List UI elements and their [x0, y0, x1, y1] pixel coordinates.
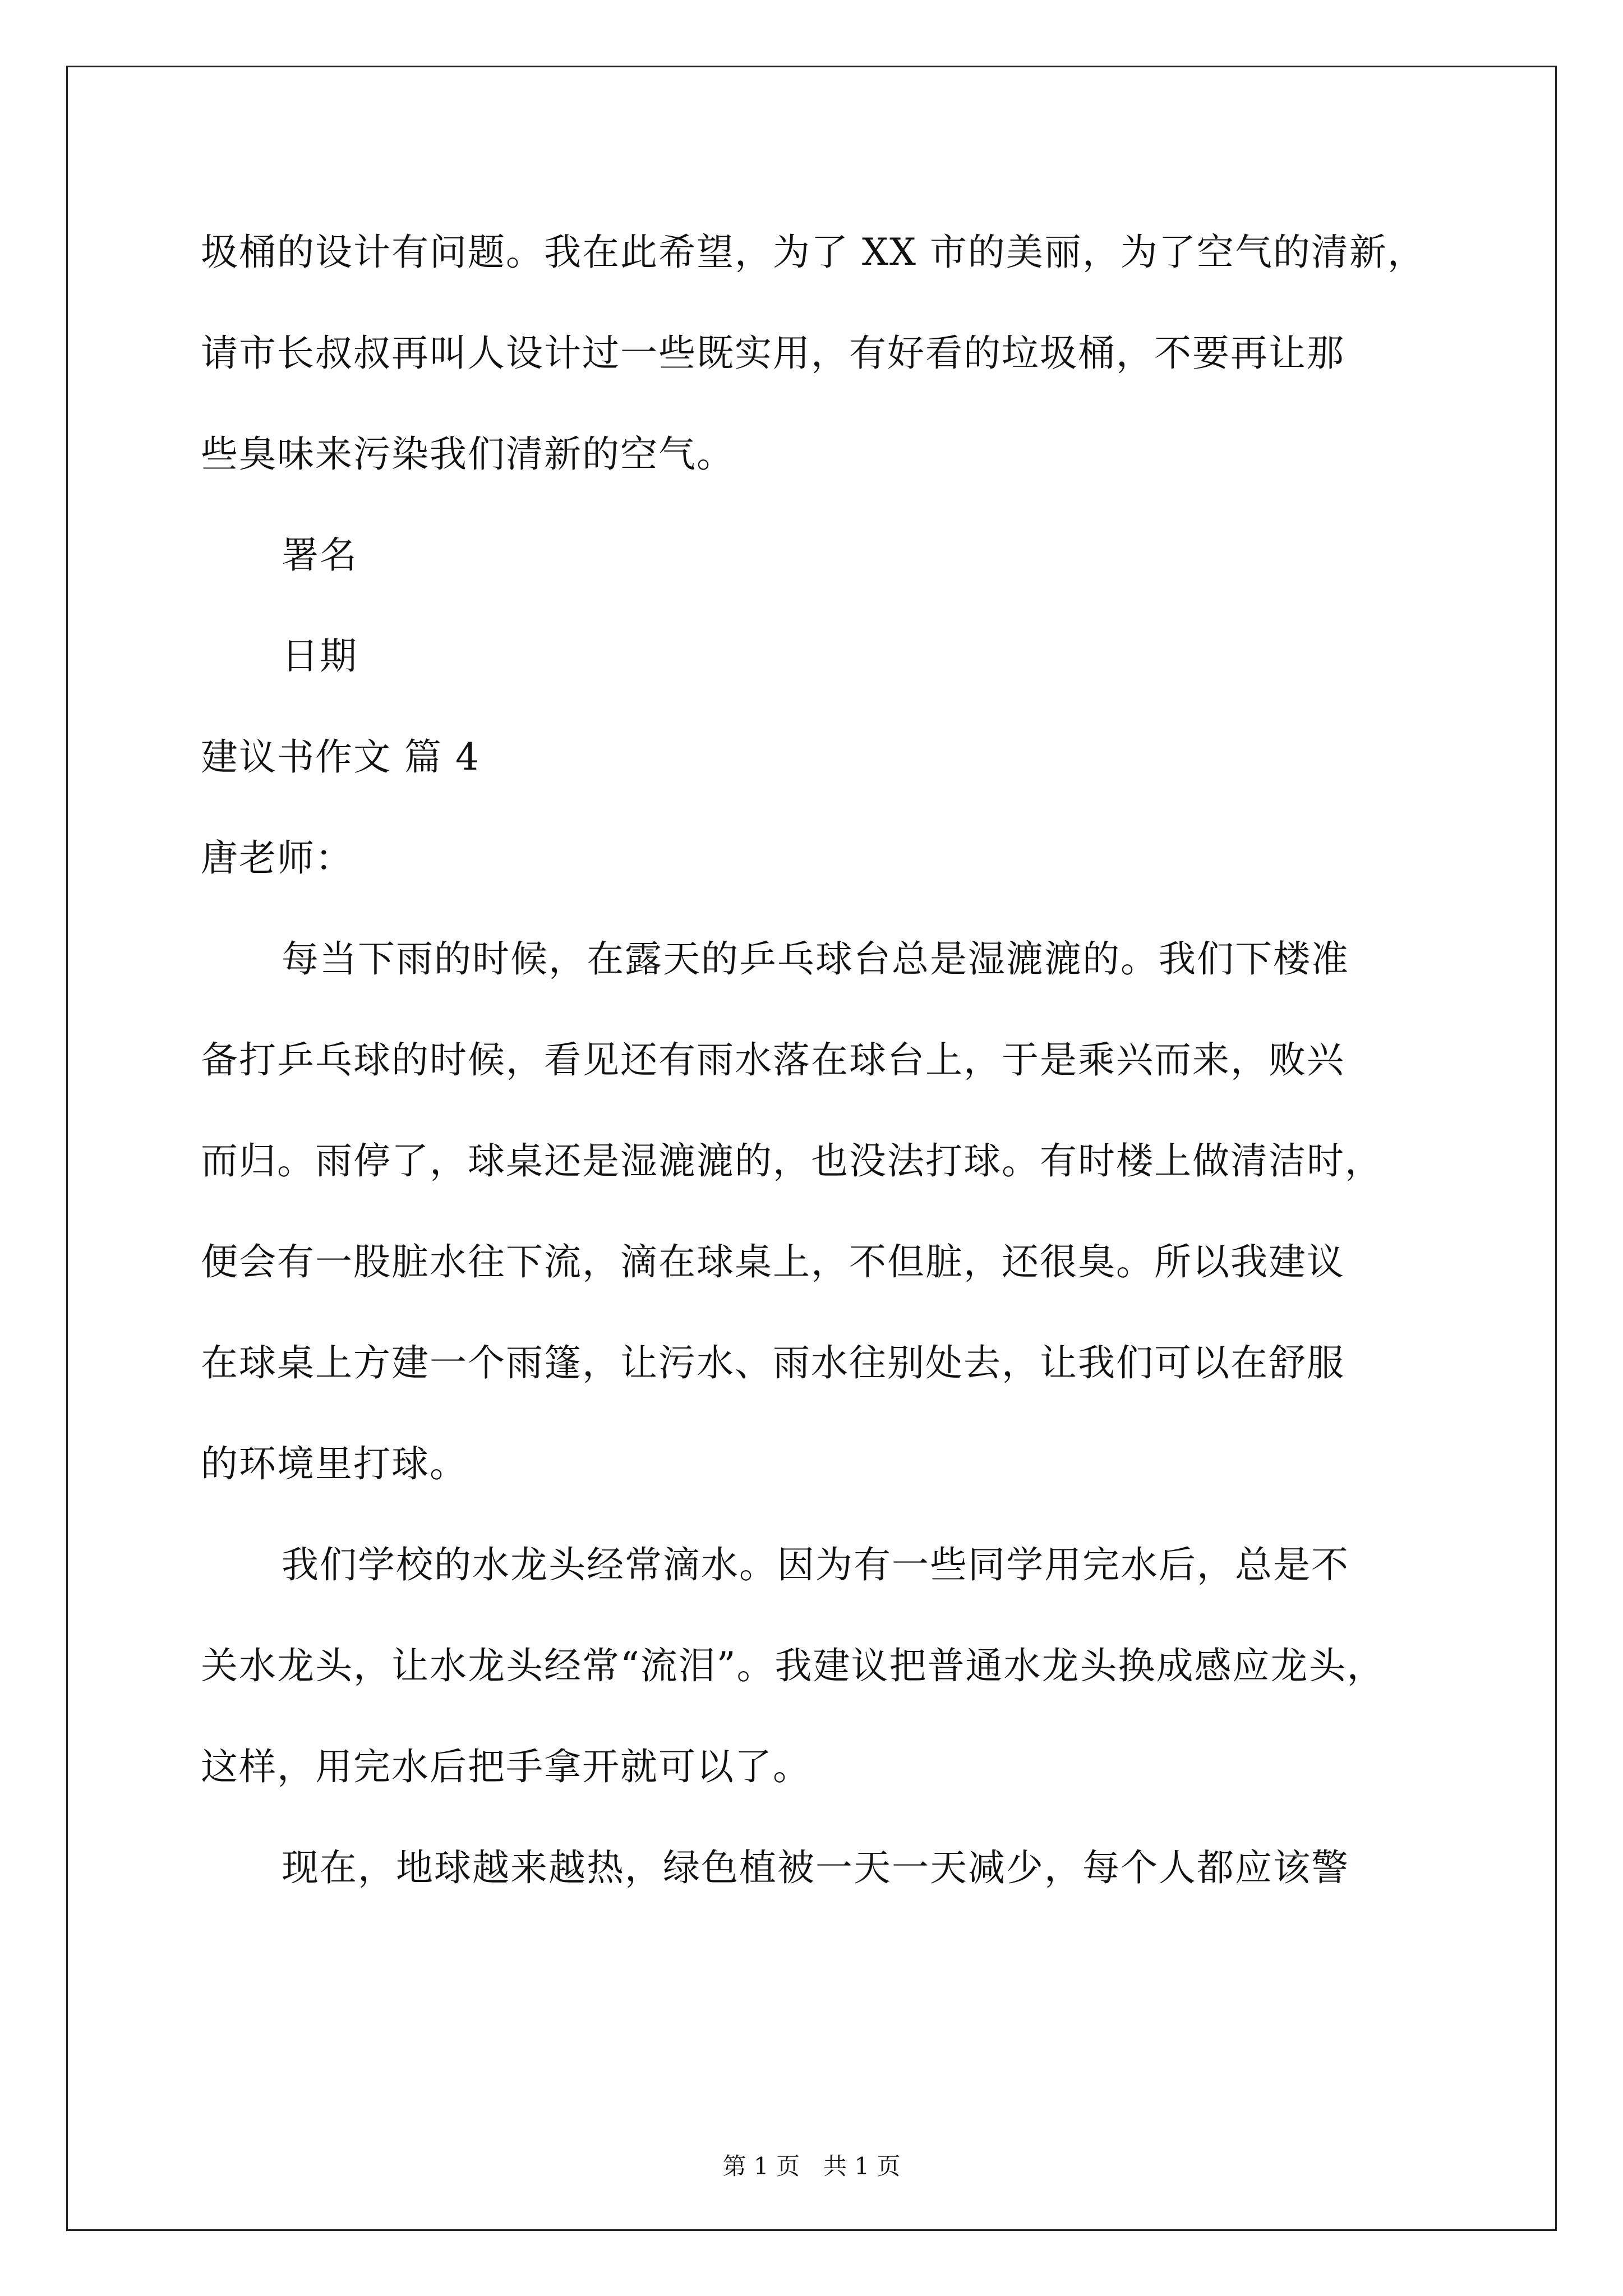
signature-line: 署名	[282, 533, 358, 577]
text-line-15: 关水龙头，让水龙头经常“流泪”。我建议把普通水龙头换成感应龙头，	[201, 1644, 1385, 1687]
text-line-17: 现在，地球越来越热，绿色植被一天一天减少，每个人都应该警	[282, 1846, 1349, 1889]
text-line-1: 圾桶的设计有问题。我在此希望，为了 XX 市的美丽，为了空气的清新，	[201, 231, 1426, 274]
text-line-9: 备打乒乓球的时候，看见还有雨水落在球台上，于是乘兴而来，败兴	[201, 1038, 1345, 1082]
section-heading: 建议书作文 篇 4	[201, 735, 480, 779]
text-line-13: 的环境里打球。	[201, 1442, 468, 1485]
text-line-16: 这样，用完水后把手拿开就可以了。	[201, 1745, 811, 1788]
text-line-2: 请市长叔叔再叫人设计过一些既实用，有好看的垃圾桶，不要再让那	[201, 332, 1345, 375]
text-line-11: 便会有一股脏水往下流，滴在球桌上，不但脏，还很臭。所以我建议	[201, 1240, 1345, 1283]
text-line-10: 而归。雨停了，球桌还是湿漉漉的，也没法打球。有时楼上做清洁时，	[201, 1139, 1383, 1182]
text-line-12: 在球桌上方建一个雨篷，让污水、雨水往别处去，让我们可以在舒服	[201, 1341, 1345, 1384]
text-line-14: 我们学校的水龙头经常滴水。因为有一些同学用完水后，总是不	[282, 1543, 1349, 1586]
text-line-3: 些臭味来污染我们清新的空气。	[201, 432, 735, 476]
text-line-8: 每当下雨的时候，在露天的乒乓球台总是湿漉漉的。我们下楼准	[282, 937, 1349, 981]
date-line: 日期	[282, 634, 358, 678]
page-footer: 第 1 页 共 1 页	[722, 2152, 901, 2180]
salutation: 唐老师：	[201, 836, 353, 880]
